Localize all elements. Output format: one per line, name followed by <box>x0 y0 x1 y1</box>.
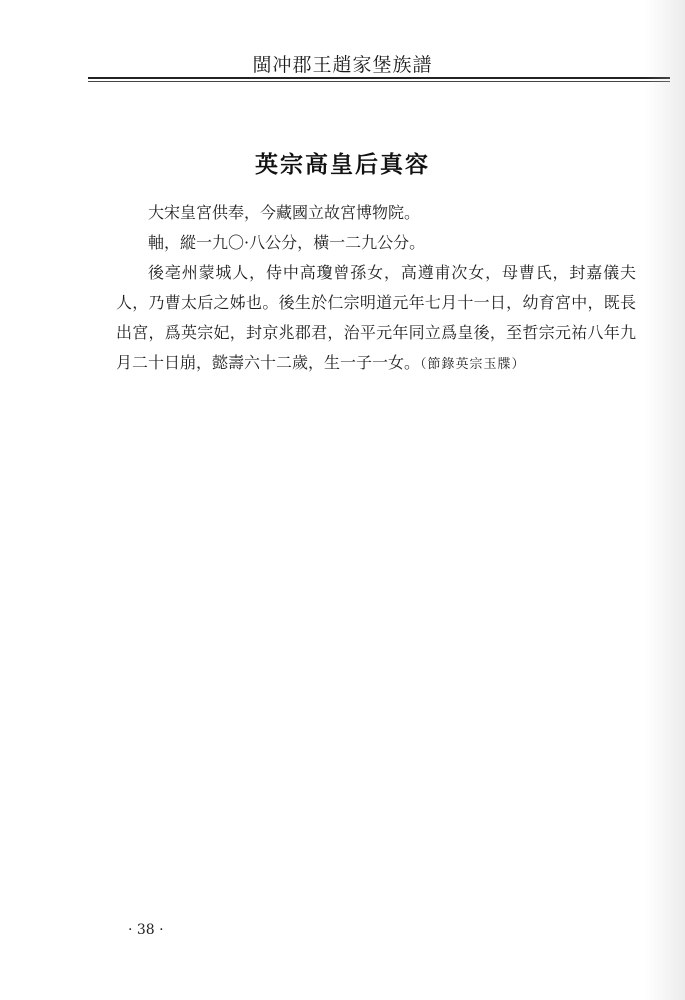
article-body <box>116 198 636 380</box>
biography-text: 後亳州蒙城人，侍中高瓊曾孫女，高遵甫次女，母曹氏，封嘉儀夫人，乃曹太后之姊也。後生於仁宗明道元年七月十一日，幼育宮中，既長出宮，爲英宗妃，封京兆郡君，治平元年同立爲皇後，至哲宗元祐八年九月二十日崩，懿壽六十二歲，生一子一女。 <box>116 263 636 372</box>
paragraph-dimensions: 軸，縱一九〇·八公分，橫一二九公分。 <box>148 233 426 252</box>
paragraph-biography <box>116 258 636 380</box>
source-note: （節錄英宗玉牒） <box>420 357 526 372</box>
header-rule-thick <box>88 77 670 79</box>
running-head-title: 閩冲郡王趙家堡族譜 <box>252 54 433 76</box>
page-number: · 38 · <box>128 922 164 938</box>
paragraph-provenance: 大宋皇宮供奉，今藏國立故宮博物院。 <box>148 203 421 222</box>
article-title: 英宗高皇后真容 <box>255 151 430 178</box>
page-edge-shadow <box>645 0 685 1000</box>
header-rule-thin <box>88 81 670 82</box>
